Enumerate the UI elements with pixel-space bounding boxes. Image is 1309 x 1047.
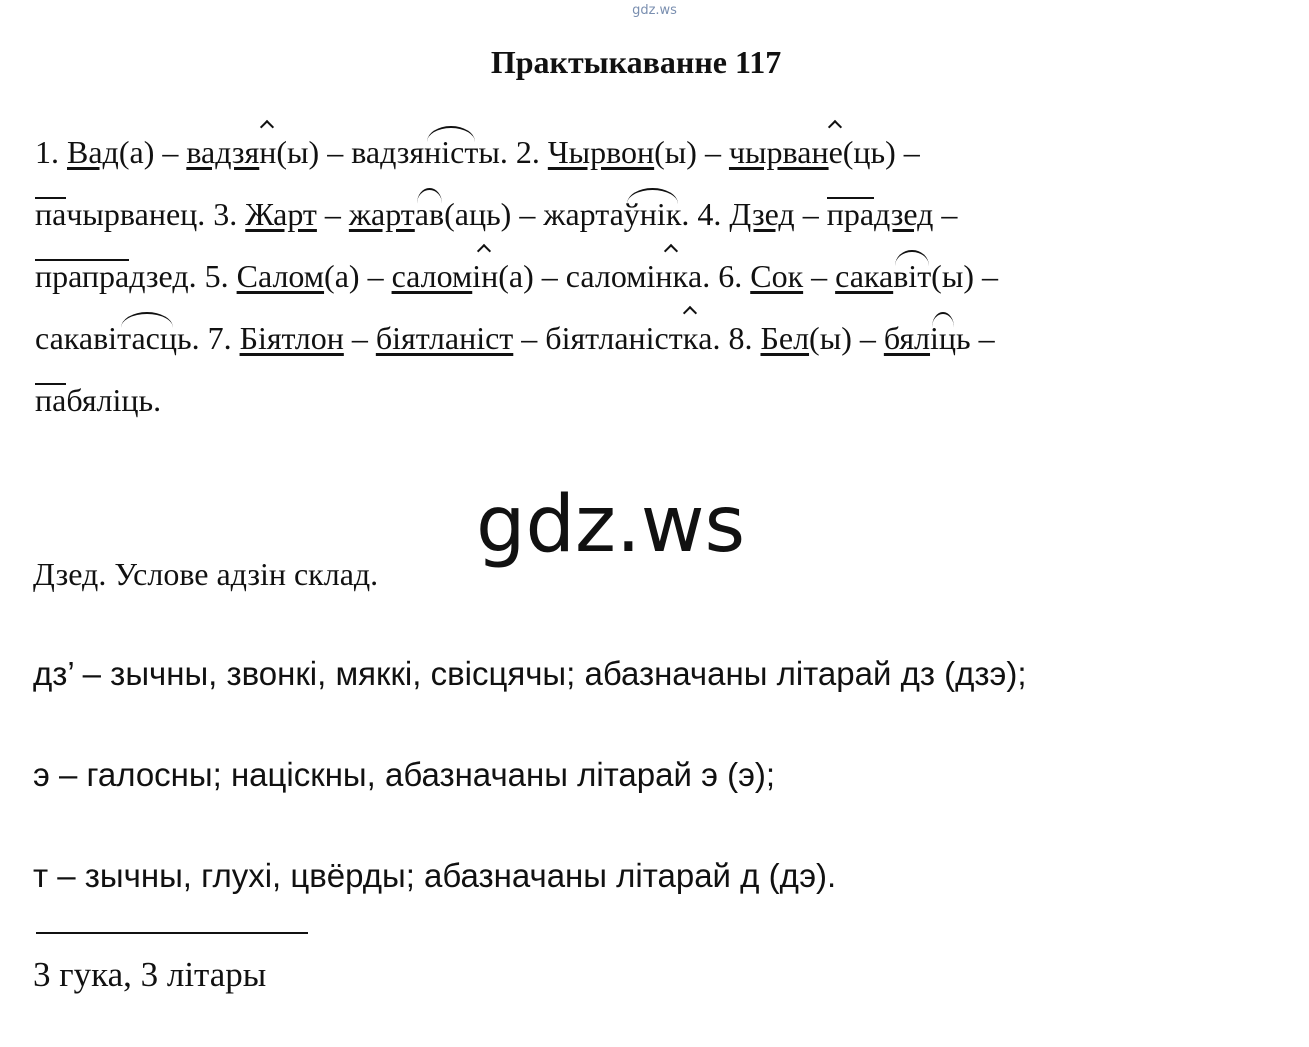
suffix-mark: віт xyxy=(893,258,932,294)
text: (ы) – вадзя xyxy=(276,134,425,170)
suffix-mark: н xyxy=(259,134,277,170)
text: – xyxy=(343,320,376,356)
text: 1. xyxy=(35,134,67,170)
word-stem: бял xyxy=(883,320,931,356)
text: – xyxy=(933,196,958,232)
derived-word xyxy=(392,258,499,294)
text: – біятланіст xyxy=(513,320,683,356)
text: а. 8. xyxy=(698,320,761,356)
exercise-line-3 xyxy=(35,256,998,296)
exercise-line-1 xyxy=(35,132,920,172)
suffix-mark: іц xyxy=(930,320,957,356)
prefix-mark: па xyxy=(35,382,67,418)
text: (а) – xyxy=(118,134,187,170)
exercise-line-4 xyxy=(35,318,995,358)
text: – xyxy=(803,258,836,294)
root-word: Чырвон xyxy=(547,134,655,170)
text: (ы) – xyxy=(654,134,729,170)
text: (ы) – xyxy=(809,320,884,356)
derived-word xyxy=(186,134,276,170)
root-word: Бел xyxy=(760,320,810,356)
page-title: Практыкаванне 117 xyxy=(490,44,782,80)
footnote-rule xyxy=(36,932,308,934)
analysis-line-1: Дзед. Услове адзін склад. xyxy=(33,556,379,592)
text: сакаві xyxy=(35,320,118,356)
prefix-mark: прапра xyxy=(35,258,130,294)
text: – xyxy=(316,196,349,232)
text: – xyxy=(794,196,827,232)
suffix-mark: ніст xyxy=(424,134,479,170)
analysis-line-4: т – зычны, глухі, цвёрды; абазначаны літарай д (дэ). xyxy=(33,857,837,894)
text: (а) – саломі xyxy=(498,258,656,294)
center-watermark: gdz.ws xyxy=(476,480,746,570)
suffix-mark: тасц xyxy=(117,320,177,356)
derived-word xyxy=(349,196,444,232)
suffix-mark: нк xyxy=(655,258,689,294)
text: (ць) – xyxy=(842,134,920,170)
analysis-line-2: дз’ – зычны, звонкі, мяккі, свісцячы; абазначаны літарай дз (дзэ); xyxy=(33,655,1027,692)
derived-word xyxy=(884,320,956,356)
text: чырванец. 3. xyxy=(66,196,246,232)
text: (а) – xyxy=(324,258,392,294)
analysis-line-3: э – галосны; націскны, абазначаны літарай э (э); xyxy=(33,756,776,793)
suffix-mark: ўнік xyxy=(623,196,682,232)
derived-word xyxy=(729,134,843,170)
suffix-mark: ін xyxy=(472,258,499,294)
text: бяліць. xyxy=(66,382,162,418)
text: дзед. 5. xyxy=(129,258,237,294)
prefix-mark: пра xyxy=(826,196,875,232)
text: ы. 2. xyxy=(478,134,548,170)
top-watermark: gdz.ws xyxy=(632,3,677,18)
text: ь. 7. xyxy=(176,320,240,356)
root-word: Салом xyxy=(236,258,325,294)
derived-word xyxy=(827,196,934,232)
text: (аць) – жарта xyxy=(444,196,624,232)
derived-word: біятланіст xyxy=(375,320,514,356)
root-word: Сок xyxy=(750,258,804,294)
root-word: Біятлон xyxy=(239,320,344,356)
exercise-line-2 xyxy=(35,194,957,234)
word-stem: салом xyxy=(391,258,473,294)
prefix-mark: па xyxy=(35,196,67,232)
exercise-line-5 xyxy=(35,380,161,420)
footnote: 3 гука, 3 літары xyxy=(33,955,267,994)
derived-word xyxy=(835,258,931,294)
root-word: Вад xyxy=(67,134,119,170)
suffix-mark: к xyxy=(682,320,699,356)
root-word: Жарт xyxy=(245,196,317,232)
word-stem: сака xyxy=(835,258,894,294)
text: . 4. xyxy=(681,196,730,232)
word-stem: вадзя xyxy=(186,134,260,170)
root-word: Дзед xyxy=(729,196,795,232)
word-stem: дзед xyxy=(874,196,934,232)
suffix-mark: ав xyxy=(414,196,445,232)
text: ь – xyxy=(956,320,995,356)
suffix-mark: е xyxy=(828,134,843,170)
word-stem: чырван xyxy=(728,134,829,170)
text: а. 6. xyxy=(688,258,751,294)
text: (ы) – xyxy=(931,258,998,294)
word-stem: жарт xyxy=(348,196,415,232)
